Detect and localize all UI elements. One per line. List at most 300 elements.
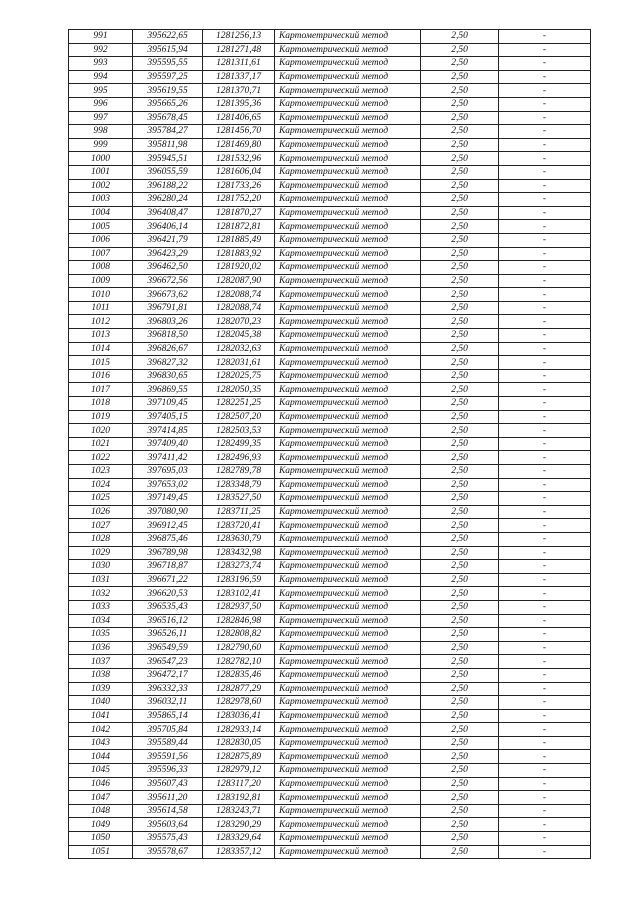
coord-x-cell: 396803,26 xyxy=(133,315,203,329)
method-cell: Картометрический метод xyxy=(275,709,421,723)
coord-y-cell: 1281883,92 xyxy=(203,247,275,261)
method-cell: Картометрический метод xyxy=(275,696,421,710)
table-row xyxy=(69,70,591,84)
accuracy-cell: 2,50 xyxy=(421,764,499,778)
method-cell: Картометрический метод xyxy=(275,655,421,669)
point-number-cell: 1004 xyxy=(69,206,133,220)
coord-y-cell: 1281752,20 xyxy=(203,193,275,207)
point-number-cell: 1038 xyxy=(69,668,133,682)
accuracy-cell: 2,50 xyxy=(421,233,499,247)
coord-x-cell: 395705,84 xyxy=(133,723,203,737)
table-row xyxy=(69,30,591,44)
coord-x-cell: 396818,50 xyxy=(133,329,203,343)
note-cell: - xyxy=(499,152,591,166)
point-number-cell: 999 xyxy=(69,138,133,152)
coord-y-cell: 1282070,23 xyxy=(203,315,275,329)
table-row xyxy=(69,492,591,506)
table-row xyxy=(69,478,591,492)
point-number-cell: 1047 xyxy=(69,791,133,805)
table-row xyxy=(69,397,591,411)
table-row xyxy=(69,193,591,207)
coord-y-cell: 1282790,60 xyxy=(203,641,275,655)
point-number-cell: 1011 xyxy=(69,301,133,315)
coord-x-cell: 395589,44 xyxy=(133,736,203,750)
note-cell: - xyxy=(499,97,591,111)
coord-y-cell: 1281256,13 xyxy=(203,30,275,44)
coord-y-cell: 1281872,81 xyxy=(203,220,275,234)
note-cell: - xyxy=(499,165,591,179)
table-row xyxy=(69,764,591,778)
coord-y-cell: 1282507,20 xyxy=(203,410,275,424)
table-row xyxy=(69,845,591,859)
coord-y-cell: 1281337,17 xyxy=(203,70,275,84)
method-cell: Картометрический метод xyxy=(275,532,421,546)
table-row xyxy=(69,587,591,601)
point-number-cell: 1041 xyxy=(69,709,133,723)
point-number-cell: 1045 xyxy=(69,764,133,778)
point-number-cell: 997 xyxy=(69,111,133,125)
coord-x-cell: 396875,46 xyxy=(133,532,203,546)
point-number-cell: 1028 xyxy=(69,532,133,546)
coord-x-cell: 396791,81 xyxy=(133,301,203,315)
accuracy-cell: 2,50 xyxy=(421,465,499,479)
coord-x-cell: 395784,27 xyxy=(133,125,203,139)
point-number-cell: 1046 xyxy=(69,777,133,791)
accuracy-cell: 2,50 xyxy=(421,655,499,669)
note-cell: - xyxy=(499,437,591,451)
note-cell: - xyxy=(499,764,591,778)
accuracy-cell: 2,50 xyxy=(421,152,499,166)
point-number-cell: 996 xyxy=(69,97,133,111)
accuracy-cell: 2,50 xyxy=(421,397,499,411)
coord-y-cell: 1282978,60 xyxy=(203,696,275,710)
point-number-cell: 1035 xyxy=(69,628,133,642)
note-cell: - xyxy=(499,70,591,84)
coord-x-cell: 397149,45 xyxy=(133,492,203,506)
accuracy-cell: 2,50 xyxy=(421,573,499,587)
accuracy-cell: 2,50 xyxy=(421,696,499,710)
note-cell: - xyxy=(499,329,591,343)
coord-y-cell: 1282050,35 xyxy=(203,383,275,397)
coord-x-cell: 395578,67 xyxy=(133,845,203,859)
coord-x-cell: 396055,59 xyxy=(133,165,203,179)
note-cell: - xyxy=(499,206,591,220)
accuracy-cell: 2,50 xyxy=(421,315,499,329)
accuracy-cell: 2,50 xyxy=(421,43,499,57)
table-row xyxy=(69,369,591,383)
coord-y-cell: 1281870,27 xyxy=(203,206,275,220)
point-number-cell: 993 xyxy=(69,57,133,71)
coord-y-cell: 1283711,25 xyxy=(203,505,275,519)
point-number-cell: 1009 xyxy=(69,274,133,288)
note-cell: - xyxy=(499,532,591,546)
method-cell: Картометрический метод xyxy=(275,573,421,587)
coord-x-cell: 395597,25 xyxy=(133,70,203,84)
method-cell: Картометрический метод xyxy=(275,723,421,737)
method-cell: Картометрический метод xyxy=(275,832,421,846)
table-row xyxy=(69,138,591,152)
note-cell: - xyxy=(499,261,591,275)
coord-y-cell: 1282933,14 xyxy=(203,723,275,737)
coord-y-cell: 1282088,74 xyxy=(203,301,275,315)
coord-x-cell: 396472,17 xyxy=(133,668,203,682)
point-number-cell: 1040 xyxy=(69,696,133,710)
method-cell: Картометрический метод xyxy=(275,301,421,315)
point-number-cell: 1018 xyxy=(69,397,133,411)
coord-y-cell: 1281456,70 xyxy=(203,125,275,139)
point-number-cell: 1003 xyxy=(69,193,133,207)
coord-y-cell: 1283273,74 xyxy=(203,560,275,574)
accuracy-cell: 2,50 xyxy=(421,274,499,288)
accuracy-cell: 2,50 xyxy=(421,329,499,343)
point-number-cell: 1042 xyxy=(69,723,133,737)
point-number-cell: 1026 xyxy=(69,505,133,519)
accuracy-cell: 2,50 xyxy=(421,410,499,424)
coord-y-cell: 1282503,53 xyxy=(203,424,275,438)
table-row xyxy=(69,723,591,737)
coord-y-cell: 1283527,50 xyxy=(203,492,275,506)
note-cell: - xyxy=(499,709,591,723)
coord-y-cell: 1281885,49 xyxy=(203,233,275,247)
coord-x-cell: 396280,24 xyxy=(133,193,203,207)
accuracy-cell: 2,50 xyxy=(421,505,499,519)
coord-y-cell: 1283243,71 xyxy=(203,804,275,818)
method-cell: Картометрический метод xyxy=(275,57,421,71)
note-cell: - xyxy=(499,43,591,57)
table-row xyxy=(69,600,591,614)
note-cell: - xyxy=(499,777,591,791)
accuracy-cell: 2,50 xyxy=(421,777,499,791)
coord-x-cell: 396516,12 xyxy=(133,614,203,628)
method-cell: Картометрический метод xyxy=(275,274,421,288)
method-cell: Картометрический метод xyxy=(275,261,421,275)
point-number-cell: 994 xyxy=(69,70,133,84)
method-cell: Картометрический метод xyxy=(275,668,421,682)
coordinates-table xyxy=(68,29,591,859)
coord-x-cell: 397414,85 xyxy=(133,424,203,438)
coord-x-cell: 395607,43 xyxy=(133,777,203,791)
coord-y-cell: 1282808,82 xyxy=(203,628,275,642)
table-row xyxy=(69,152,591,166)
coord-x-cell: 397405,15 xyxy=(133,410,203,424)
coord-y-cell: 1281733,26 xyxy=(203,179,275,193)
point-number-cell: 1025 xyxy=(69,492,133,506)
method-cell: Картометрический метод xyxy=(275,329,421,343)
point-number-cell: 1014 xyxy=(69,342,133,356)
note-cell: - xyxy=(499,465,591,479)
method-cell: Картометрический метод xyxy=(275,818,421,832)
coord-y-cell: 1282031,61 xyxy=(203,356,275,370)
accuracy-cell: 2,50 xyxy=(421,57,499,71)
table-row xyxy=(69,437,591,451)
coord-x-cell: 395615,94 xyxy=(133,43,203,57)
accuracy-cell: 2,50 xyxy=(421,750,499,764)
method-cell: Картометрический метод xyxy=(275,179,421,193)
coord-x-cell: 396869,55 xyxy=(133,383,203,397)
accuracy-cell: 2,50 xyxy=(421,342,499,356)
method-cell: Картометрический метод xyxy=(275,505,421,519)
coord-y-cell: 1282937,50 xyxy=(203,600,275,614)
accuracy-cell: 2,50 xyxy=(421,424,499,438)
coord-y-cell: 1282877,29 xyxy=(203,682,275,696)
table-row xyxy=(69,614,591,628)
note-cell: - xyxy=(499,560,591,574)
accuracy-cell: 2,50 xyxy=(421,560,499,574)
coord-x-cell: 396421,79 xyxy=(133,233,203,247)
note-cell: - xyxy=(499,138,591,152)
accuracy-cell: 2,50 xyxy=(421,668,499,682)
coord-y-cell: 1281271,48 xyxy=(203,43,275,57)
table-row xyxy=(69,655,591,669)
method-cell: Картометрический метод xyxy=(275,233,421,247)
accuracy-cell: 2,50 xyxy=(421,682,499,696)
method-cell: Картометрический метод xyxy=(275,97,421,111)
point-number-cell: 1043 xyxy=(69,736,133,750)
note-cell: - xyxy=(499,397,591,411)
note-cell: - xyxy=(499,57,591,71)
method-cell: Картометрический метод xyxy=(275,70,421,84)
method-cell: Картометрический метод xyxy=(275,356,421,370)
table-row xyxy=(69,288,591,302)
method-cell: Картометрический метод xyxy=(275,587,421,601)
coord-x-cell: 396671,22 xyxy=(133,573,203,587)
note-cell: - xyxy=(499,179,591,193)
note-cell: - xyxy=(499,369,591,383)
table-row xyxy=(69,832,591,846)
table-row xyxy=(69,682,591,696)
point-number-cell: 1013 xyxy=(69,329,133,343)
method-cell: Картометрический метод xyxy=(275,465,421,479)
coord-y-cell: 1282835,46 xyxy=(203,668,275,682)
point-number-cell: 1006 xyxy=(69,233,133,247)
note-cell: - xyxy=(499,736,591,750)
coord-y-cell: 1282251,25 xyxy=(203,397,275,411)
note-cell: - xyxy=(499,383,591,397)
accuracy-cell: 2,50 xyxy=(421,437,499,451)
table-row xyxy=(69,451,591,465)
method-cell: Картометрический метод xyxy=(275,791,421,805)
accuracy-cell: 2,50 xyxy=(421,193,499,207)
coord-x-cell: 396830,65 xyxy=(133,369,203,383)
coord-y-cell: 1282830,05 xyxy=(203,736,275,750)
point-number-cell: 1034 xyxy=(69,614,133,628)
method-cell: Картометрический метод xyxy=(275,193,421,207)
table-row xyxy=(69,532,591,546)
coord-y-cell: 1283117,20 xyxy=(203,777,275,791)
method-cell: Картометрический метод xyxy=(275,247,421,261)
point-number-cell: 1036 xyxy=(69,641,133,655)
coord-x-cell: 395591,56 xyxy=(133,750,203,764)
table-row xyxy=(69,505,591,519)
accuracy-cell: 2,50 xyxy=(421,30,499,44)
note-cell: - xyxy=(499,641,591,655)
coord-x-cell: 395619,55 xyxy=(133,84,203,98)
accuracy-cell: 2,50 xyxy=(421,301,499,315)
note-cell: - xyxy=(499,193,591,207)
table-row xyxy=(69,410,591,424)
point-number-cell: 1023 xyxy=(69,465,133,479)
note-cell: - xyxy=(499,791,591,805)
note-cell: - xyxy=(499,832,591,846)
method-cell: Картометрический метод xyxy=(275,804,421,818)
method-cell: Картометрический метод xyxy=(275,451,421,465)
table-row xyxy=(69,641,591,655)
coord-x-cell: 396718,87 xyxy=(133,560,203,574)
coord-x-cell: 396188,22 xyxy=(133,179,203,193)
accuracy-cell: 2,50 xyxy=(421,125,499,139)
coord-x-cell: 397411,42 xyxy=(133,451,203,465)
coord-x-cell: 396672,56 xyxy=(133,274,203,288)
table-row xyxy=(69,165,591,179)
note-cell: - xyxy=(499,220,591,234)
accuracy-cell: 2,50 xyxy=(421,791,499,805)
table-row xyxy=(69,179,591,193)
coord-x-cell: 396827,32 xyxy=(133,356,203,370)
method-cell: Картометрический метод xyxy=(275,750,421,764)
note-cell: - xyxy=(499,573,591,587)
point-number-cell: 995 xyxy=(69,84,133,98)
coord-x-cell: 395811,98 xyxy=(133,138,203,152)
coord-y-cell: 1282088,74 xyxy=(203,288,275,302)
point-number-cell: 1008 xyxy=(69,261,133,275)
method-cell: Картометрический метод xyxy=(275,165,421,179)
accuracy-cell: 2,50 xyxy=(421,84,499,98)
accuracy-cell: 2,50 xyxy=(421,206,499,220)
coord-y-cell: 1281532,96 xyxy=(203,152,275,166)
coord-y-cell: 1283036,41 xyxy=(203,709,275,723)
coord-x-cell: 397653,02 xyxy=(133,478,203,492)
method-cell: Картометрический метод xyxy=(275,845,421,859)
coord-x-cell: 396406,14 xyxy=(133,220,203,234)
coord-x-cell: 396526,11 xyxy=(133,628,203,642)
note-cell: - xyxy=(499,424,591,438)
note-cell: - xyxy=(499,247,591,261)
coord-x-cell: 396673,62 xyxy=(133,288,203,302)
method-cell: Картометрический метод xyxy=(275,84,421,98)
point-number-cell: 992 xyxy=(69,43,133,57)
table-row xyxy=(69,383,591,397)
coord-y-cell: 1283329,64 xyxy=(203,832,275,846)
method-cell: Картометрический метод xyxy=(275,111,421,125)
coord-y-cell: 1282025,75 xyxy=(203,369,275,383)
coord-y-cell: 1282496,93 xyxy=(203,451,275,465)
coord-y-cell: 1282499,35 xyxy=(203,437,275,451)
coord-y-cell: 1281370,71 xyxy=(203,84,275,98)
accuracy-cell: 2,50 xyxy=(421,70,499,84)
method-cell: Картометрический метод xyxy=(275,410,421,424)
accuracy-cell: 2,50 xyxy=(421,845,499,859)
coord-x-cell: 395575,43 xyxy=(133,832,203,846)
point-number-cell: 1027 xyxy=(69,519,133,533)
accuracy-cell: 2,50 xyxy=(421,97,499,111)
table-row xyxy=(69,301,591,315)
coord-y-cell: 1282789,78 xyxy=(203,465,275,479)
method-cell: Картометрический метод xyxy=(275,641,421,655)
note-cell: - xyxy=(499,451,591,465)
note-cell: - xyxy=(499,30,591,44)
note-cell: - xyxy=(499,301,591,315)
note-cell: - xyxy=(499,125,591,139)
method-cell: Картометрический метод xyxy=(275,560,421,574)
accuracy-cell: 2,50 xyxy=(421,532,499,546)
table-row xyxy=(69,57,591,71)
table-row xyxy=(69,628,591,642)
table-row xyxy=(69,573,591,587)
note-cell: - xyxy=(499,519,591,533)
method-cell: Картометрический метод xyxy=(275,125,421,139)
note-cell: - xyxy=(499,274,591,288)
table-row xyxy=(69,342,591,356)
coord-x-cell: 397409,40 xyxy=(133,437,203,451)
table-row xyxy=(69,261,591,275)
coord-y-cell: 1283290,29 xyxy=(203,818,275,832)
table-row xyxy=(69,736,591,750)
point-number-cell: 1021 xyxy=(69,437,133,451)
method-cell: Картометрический метод xyxy=(275,43,421,57)
note-cell: - xyxy=(499,587,591,601)
coord-x-cell: 395595,55 xyxy=(133,57,203,71)
accuracy-cell: 2,50 xyxy=(421,261,499,275)
accuracy-cell: 2,50 xyxy=(421,587,499,601)
coord-x-cell: 396423,29 xyxy=(133,247,203,261)
coord-y-cell: 1282846,98 xyxy=(203,614,275,628)
table-row xyxy=(69,818,591,832)
point-number-cell: 1039 xyxy=(69,682,133,696)
accuracy-cell: 2,50 xyxy=(421,451,499,465)
note-cell: - xyxy=(499,288,591,302)
note-cell: - xyxy=(499,315,591,329)
note-cell: - xyxy=(499,845,591,859)
point-number-cell: 1032 xyxy=(69,587,133,601)
note-cell: - xyxy=(499,478,591,492)
method-cell: Картометрический метод xyxy=(275,342,421,356)
note-cell: - xyxy=(499,356,591,370)
point-number-cell: 1029 xyxy=(69,546,133,560)
point-number-cell: 1031 xyxy=(69,573,133,587)
accuracy-cell: 2,50 xyxy=(421,804,499,818)
coord-y-cell: 1283357,12 xyxy=(203,845,275,859)
coord-y-cell: 1282875,89 xyxy=(203,750,275,764)
note-cell: - xyxy=(499,682,591,696)
accuracy-cell: 2,50 xyxy=(421,614,499,628)
point-number-cell: 1019 xyxy=(69,410,133,424)
accuracy-cell: 2,50 xyxy=(421,723,499,737)
coord-y-cell: 1282032,63 xyxy=(203,342,275,356)
method-cell: Картометрический метод xyxy=(275,437,421,451)
accuracy-cell: 2,50 xyxy=(421,832,499,846)
note-cell: - xyxy=(499,628,591,642)
table-row xyxy=(69,750,591,764)
table-row xyxy=(69,43,591,57)
accuracy-cell: 2,50 xyxy=(421,546,499,560)
coord-x-cell: 396332,33 xyxy=(133,682,203,696)
table-row xyxy=(69,777,591,791)
method-cell: Картометрический метод xyxy=(275,383,421,397)
note-cell: - xyxy=(499,696,591,710)
point-number-cell: 1017 xyxy=(69,383,133,397)
table-row xyxy=(69,560,591,574)
method-cell: Картометрический метод xyxy=(275,138,421,152)
accuracy-cell: 2,50 xyxy=(421,247,499,261)
point-number-cell: 1022 xyxy=(69,451,133,465)
note-cell: - xyxy=(499,750,591,764)
method-cell: Картометрический метод xyxy=(275,777,421,791)
table-row xyxy=(69,791,591,805)
accuracy-cell: 2,50 xyxy=(421,383,499,397)
point-number-cell: 1000 xyxy=(69,152,133,166)
table-row xyxy=(69,465,591,479)
coord-x-cell: 395622,65 xyxy=(133,30,203,44)
